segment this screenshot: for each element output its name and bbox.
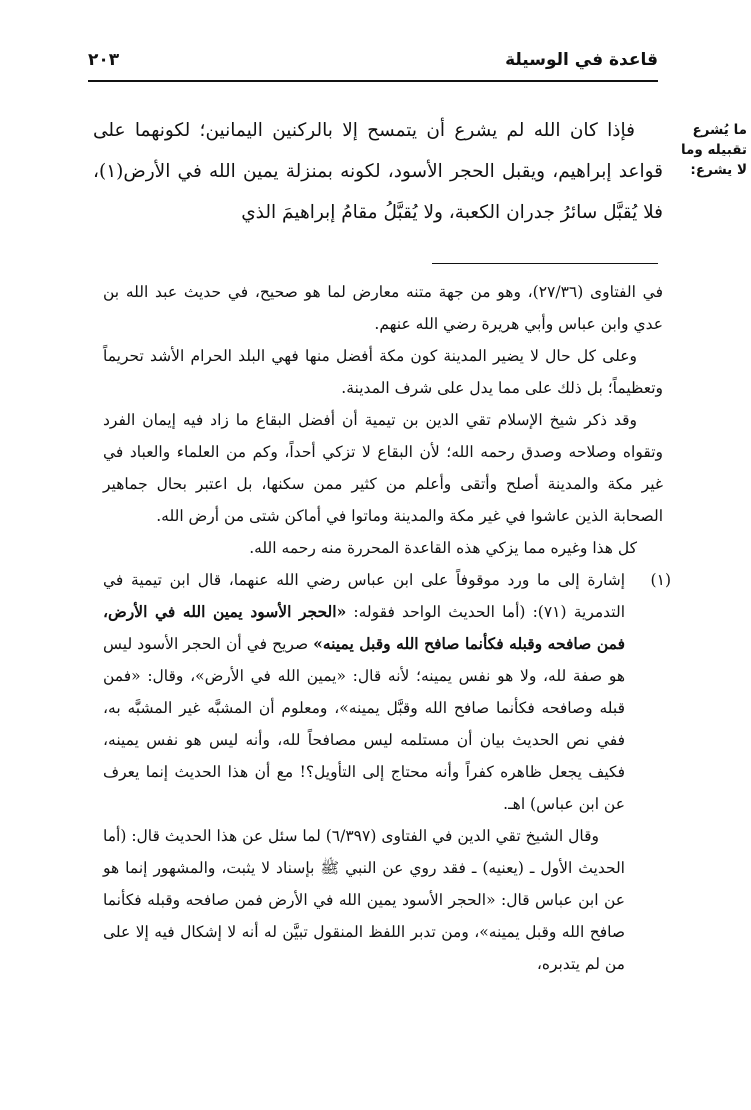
note-paragraph: وقد ذكر شيخ الإسلام تقي الدين بن تيمية أن أفضل البقاع ما زاد فيه إيمان الفرد وتقواه وصلاحه وصدق رحمه الله؛ لأن البقاع لا تزكي أحداً، وكم من العلماء والعباد في غير مكة والمدينة أصلح وأتقى وأعلم من كثير ممن سكنها، بل اعتبر بحال جماهير الصحابة الذين عاشوا في غير مكة والمدينة وماتوا في أماكن شتى من أرض الله. [103,411,663,525]
note-paragraph: كل هذا وغيره مما يزكي هذه القاعدة المحررة منه رحمه الله. [249,539,637,557]
running-title: قاعدة في الوسيلة [505,50,658,70]
footnote-text-part: إشارة إلى ما ورد موقوفاً على ابن عباس رضي الله عنهما، قال ابن تيمية في التدمرية (٧١): (أما الحديث الواحد فقوله: [103,571,626,621]
footnote-1-text [103,564,625,820]
footnote-marker: (١) [650,571,671,589]
main-text: فإذا كان الله لم يشرع أن يتمسح إلا بالركنين اليمانين؛ لكونهما على قواعد إبراهيم، ويقبل الحجر الأسود، لكونه بمنزلة يمين الله في الأرض(١)، فلا يُقبَّل سائرُ جدران الكعبة، ولا يُقبَّلُ مقامُ إبراهيمَ الذي [93,120,663,223]
margin-note: ما يُشرع تقبيله وما لا يشرع: [680,122,747,178]
footnote-text-part: صريح في أن الحجر الأسود ليس هو صفة لله، ولا هو نفس يمينه؛ لأنه قال: «يمين الله في الأرض»، وقال: «فمن قبله وصافحه فكأنما صافح الله وقبَّل يمينه»، ومعلوم أن المشبَّه غير المشبَّه به، ففي نص الحديث بيان أن مستلمه ليس مصافحاً لله، وأنه ليس هو نفس يمينه، فكيف يجعل ظاهره كفراً وأنه محتاج إلى التأويل؟! مع أن هذا الحديث إنما يعرف عن ابن عباس) اهـ. [103,635,625,813]
note-continuation: في الفتاوى (٢٧/٣٦)، وهو من جهة متنه معارض لما هو صحيح، في حديث عبد الله بن عدي وابن عباس وأبي هريرة رضي الله عنهم. [103,283,663,333]
footnote-1 [103,564,671,980]
footnote-1-paragraph: وقال الشيخ تقي الدين في الفتاوى (٦/٣٩٧) لما سئل عن هذا الحديث قال: (أما الحديث الأول ـ (يعنيه) ـ فقد روي عن النبي ﷺ بإسناد لا يثبت، والمشهور إنما هو عن ابن عباس قال: «الحجر الأسود يمين الله في الأرض فمن صافحه وقبله فكأنما صافح الله وقبل يمينه»، ومن تدبر اللفظ المنقول تبيَّن له أنه لا إشكال فيه إلا على من لم يتدبره، [103,827,625,973]
footnote-separator [432,263,658,264]
footnotes [103,276,671,980]
note-paragraph: وعلى كل حال لا يضير المدينة كون مكة أفضل منها فهي البلد الحرام الأشد تحريماً وتعظيماً؛ بل ذلك على مما يدل على شرف المدينة. [103,347,663,397]
page-number: ٢٠٣ [88,50,120,70]
page-header [88,46,658,82]
hadith-quote: «الحجر الأسود يمين الله في الأرض، فمن صافحه وقبله فكأنما صافح الله وقبل يمينه» [103,602,625,653]
